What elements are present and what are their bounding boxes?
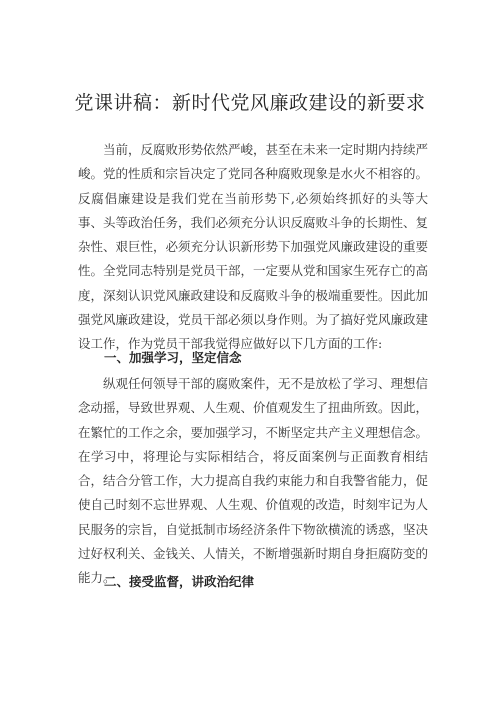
- section-1-heading: 一、加强学习，坚定信念: [104, 350, 242, 365]
- intro-paragraph-block: [78, 138, 428, 357]
- document-title: 党课讲稿：新时代党风廉政建设的新要求: [74, 92, 426, 114]
- section-1-paragraph: 纵观任何领导干部的腐败案件，无不是放松了学习、理想信念动摇，导致世界观、人生观、价值观发生了扭曲所致。因此，在繁忙的工作之余，要加强学习，不断坚定共产主义理想信念。在学习中，将理论与实际相结合，将反面案例与正面教育相结合，结合分管工作，大力提高自我约束能力和自我警省能力，促使自己时刻不忘世界观、人生观、价值观的改造，时刻牢记为人民服务的宗旨，自觉抵制市场经济条件下物欲横流的诱惑，坚决过好权利关、金钱关、人情关，不断增强新时期自身拒腐防变的能力。: [78, 376, 429, 586]
- section-1-paragraph-block: [78, 372, 428, 591]
- intro-paragraph: 当前，反腐败形势依然严峻，甚至在未来一定时期内持续严峻。党的性质和宗旨决定了党同各种腐败现象是水火不相容的。反腐倡廉建设是我们党在当前形势下,必须始终抓好的头等大事、头等政治任务，我们必须充分认识反腐败斗争的长期性、复杂性、艰巨性，必须充分认识新形势下加强党风廉政建设的重要性。全党同志特别是党员干部，一定要从党和国家生死存亡的高度，深刻认识党风廉政建设和反腐败斗争的极端重要性。因此加强党风廉政建设，党员干部必须以身作则。为了搞好党风廉政建设工作，作为党员干部我觉得应做好以下几方面的工作:: [78, 142, 429, 352]
- section-2-heading: 二、接受监督，讲政治纪律: [104, 574, 255, 589]
